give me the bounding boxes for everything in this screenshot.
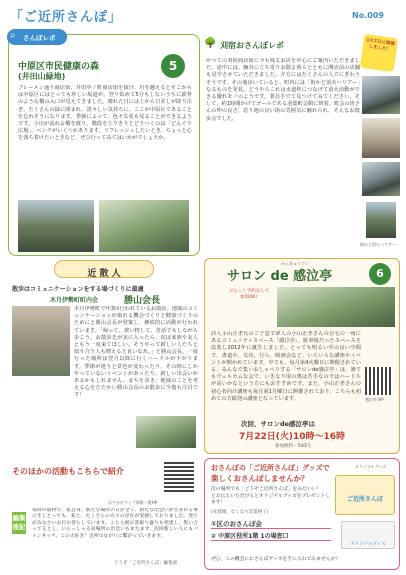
- activity-title: そのほかの活動もこちらで紹介: [12, 467, 124, 476]
- activity-hp-label: おでかけマップ情報一覧HP: [108, 500, 158, 505]
- tree-icon: 🌳: [204, 38, 217, 49]
- person-tag: [54, 260, 154, 278]
- walk-photo-1: [18, 200, 94, 252]
- magnifier-icon: ⌕: [10, 30, 16, 41]
- salon-section: [204, 258, 400, 454]
- salon-bubble: ぶらっと予約なしで参加OK♪: [228, 289, 270, 300]
- lady-tag: 刈宿おさんぽレポ: [220, 41, 284, 50]
- walk-report: [8, 30, 200, 256]
- salon-caption: 感泣亭 HP: [365, 397, 384, 402]
- goods-tag: [341, 521, 395, 549]
- person-name: 勝山会長: [124, 296, 161, 306]
- person-tag-label: 近 散 人: [87, 269, 121, 279]
- salon-qr: [365, 367, 393, 395]
- person-headline: 散歩はコミュニケーションをする場づくりに最適: [12, 286, 144, 293]
- walk-title: 中原区市民健康の森: [18, 62, 100, 72]
- salon-next-label: 次回、サロンde感泣亭は: [241, 420, 316, 428]
- goods-sub: 次の場所でも「どうぞご近所さんぽ」をみたいい！: [211, 487, 322, 492]
- goods-note: (先着順、なくなり次第終了): [211, 510, 269, 515]
- activity-body: 毎回の取材で、私自身、新たな場所の日が全く、新たな出会いが生まれる事に生じとっても、私と、たくさんの方々の存在が実感しておりました。発ちがみなさいお目お待ちしています。こちら展示景取り盛りも発達し、集い合ってるとし、いらっしゃる居場所の出会いもまたまず、次回新しい人にもバトンタッチ。この大好き！近所つながりに繋がっていきます。: [32, 508, 198, 539]
- person-photo-2: [136, 416, 196, 448]
- goods-body: とお伝えいただけるとオリジナルグッズをプレゼントします！: [211, 494, 331, 506]
- lady-photo-1: [362, 76, 400, 114]
- goods-place-1: ①区のおさんぽ会: [211, 519, 331, 529]
- activity-footer: どうぞ「ご近所さんぽ」編集部: [114, 561, 177, 566]
- hydrant-photo: [366, 202, 396, 238]
- person-photo: [12, 306, 70, 376]
- salon-next-date: 7月22日(火)10時〜16時: [239, 432, 346, 442]
- goods-card: [335, 475, 395, 515]
- person-section: [8, 260, 200, 450]
- goods-place-2: ② 中原区役所1階 1の場窓口: [211, 531, 331, 541]
- person-name-prefix: 木月伊勢町町内会: [50, 297, 99, 304]
- goods-tag-label: オリジナルグッズ: [350, 542, 386, 547]
- activity-qr: [164, 462, 194, 492]
- salon-title: サロン de 感泣亭: [227, 269, 333, 284]
- issue-number: No.009: [352, 11, 384, 20]
- lady-sticker-text: 1月7日に開催しました！: [365, 38, 396, 53]
- goods-title-1: おさんぽの「ご近所さんぽ」グッズで: [211, 464, 330, 472]
- walk-tag: [7, 29, 67, 45]
- walk-subtitle: (井田山緑地): [18, 72, 66, 81]
- walk-photo-2: [99, 200, 189, 252]
- lady-photo-3: [362, 162, 400, 196]
- lady-body: かつての刈宿商店街に今も残るお店を中心にご案内いただきました。途中には、幽谷に立ち寄りお散る荷らとともに開店前の店舗も見学させていただきました。夕方にはたくさんの人でにぎわうそうです。その後歩いていると、町内には「街かど消火ハリアー」なるものを発見。どうやらこれは水道栓につなげて消火活動ができる優れモノのようです。署員手でて見つけてみてください。そして、約1時間かけてゴールである羽葉町会館に到着。町会の皆さんの仲の良さ、思う地の良い街の雰囲気に触れられ、そんなお散歩会でした。: [206, 58, 360, 122]
- walk-body: ブレーメン通り商店街、井田中ノ町商店街を抜け、川を越えるとそこからは中原区にはとっても珍しい坂道が。登り始めて5分もしないうちに鉄骨のような橋の入口が見えてきました。晴れた日には上から日差しが降り注ぎ、たくさんの緑に囲まれ、清々しい気持ちに。ここが中原区であることを忘れそうになります。季節によって、色々な花も見ることができるようです。小川が流れる橋を渡り、階段を上りきりとどりつくのは「どんぐり広場」。ベンチがいくつかあります。リフレッシュしたいとき、ちょっと心を落ち着けたいときなど、ぜひ行ってみてはいかがでしょうか。: [18, 85, 192, 142]
- activity-section: [8, 460, 200, 570]
- goods-label: オリジナルグッズ: [355, 464, 387, 469]
- goods-title-2: 楽しくおさんぽしませんか？: [211, 474, 309, 483]
- salon-number-badge: 6: [369, 263, 391, 285]
- lady-report: [204, 36, 400, 256]
- lady-photo-2: [362, 118, 400, 158]
- person-body: 木月伊勢町で年3回行われているお散歩。地域のコミュニケーションが取れる機会づくりと健康づくりのためにと勝山会長が発案し、継続的に活動が行われています。「帰って、挨い物して、昔話でもしながら歩こう。お散歩先が実に入ったら、次は家族や友人ともう一度来てほしい。そうやって新しい人たちと知り合う人も増えると良いなあ。」と勝山会長。一度行った場所は翌月以降に行くハードルが下がります。季節が違うと景色が変わったり、その時にしかやっていないイベントがあったり、新しい出会いがあるかもしれません。まちを歩き、地域のことを考える心をたたかい勝山会長のお散歩に今後も注目です！: [74, 306, 198, 399]
- salon-next-note: 参加無料・500円: [275, 444, 311, 449]
- salon-photo: [277, 287, 395, 327]
- salon-ruby: かんきゅうてい: [281, 261, 309, 266]
- goods-card-label: ご近所さんぽ: [346, 496, 383, 503]
- goods-footer: ぜひ、この機会におさんぽグッズを手に入れてみませんか？: [211, 557, 341, 562]
- walk-number-badge: 5: [161, 54, 185, 78]
- walk-tag-label: さんぽレポ: [23, 34, 56, 42]
- activity-side-label: 編集後記: [12, 512, 26, 534]
- header: [0, 0, 406, 30]
- goods-section: [204, 458, 400, 570]
- header-title: 「ご近所さんぽ」: [10, 10, 123, 25]
- lady-sticker: [360, 34, 398, 72]
- salon-body: 詩人小山正孝氏のご子息で夢人の小山正孝さんの自宅の一角にあるコミュニティスペース「感泣亭」。駐車場だったスペースを改装し2012年に誕生しました。とっても明るい中の良い空間で、書道や、気功、行ら、映画会など、いろいろな講座やイベントが開かれています。中でも、毎月第4火曜日に開催されている、みんなで集いおしゃべりする「サロンde感泣亭」は、誰でもウェルカムな会で、いきなり扉の奥は苦手なのではハードルが高いかなという方にもおすすめです。また、小山正孝さんの初心者向け講座も毎月第1月曜日に開催されており、こちらも初めての方歓迎の講座となっています。: [211, 331, 361, 402]
- lady-caption: 街かど消火ハリアー: [360, 242, 396, 247]
